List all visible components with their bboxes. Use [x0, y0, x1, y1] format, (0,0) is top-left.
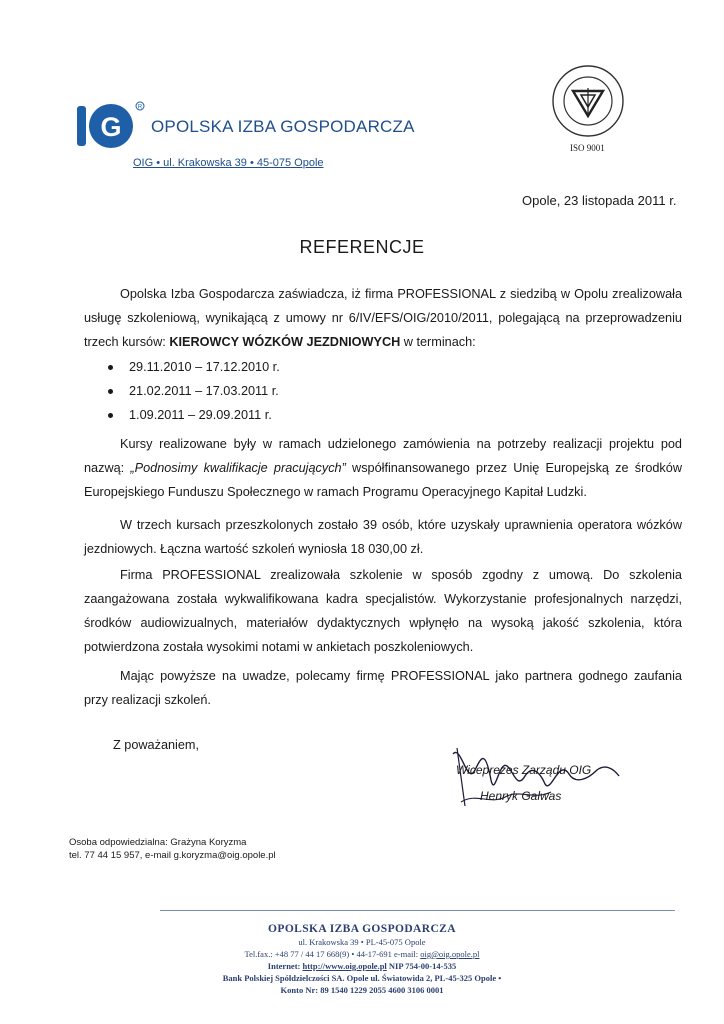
organization-address-link[interactable]: OIG • ul. Krakowska 39 • 45-075 Opole	[133, 157, 324, 169]
bullet-icon	[108, 389, 113, 394]
contact-person-details: tel. 77 44 15 957, e-mail g.koryzma@oig.opole.pl	[69, 850, 276, 861]
contact-person-name: Osoba odpowiedzialna: Grażyna Koryzma	[69, 837, 247, 848]
footer-phone-email: Tel.fax.: +48 77 / 44 17 668(9) • 44-17-691 e-mail: oig@oig.opole.pl	[244, 949, 480, 959]
list-item: 21.02.2011 – 17.03.2011 r.	[108, 379, 280, 403]
project-name: „Podnosimy kwalifikacje pracujących”	[130, 461, 346, 475]
bullet-icon	[108, 413, 113, 418]
list-item: 29.11.2010 – 17.12.2010 r.	[108, 355, 280, 379]
udt-cert-seal-icon	[551, 64, 625, 138]
footer-address: ul. Krakowska 39 • PL-45-075 Opole	[298, 937, 426, 947]
organization-name: OPOLSKA IZBA GOSPODARCZA	[151, 117, 415, 136]
contact-person	[69, 836, 276, 862]
footer-website-link[interactable]: http://www.oig.opole.pl	[302, 961, 387, 971]
paragraph-certification: Opolska Izba Gospodarcza zaświadcza, iż firma PROFESSIONAL z siedzibą w Opolu zrealizowała usługę szkoleniową, wynikającą z umowy nr 6/IV/EFS/OIG/2010/2011, polegającą na przeprowadzeniu trzech kursów: KIEROWCY WÓZKÓW JEZDNIOWYCH w terminach:	[84, 287, 682, 349]
svg-text:G: G	[100, 112, 122, 142]
footer-account: Konto Nr: 89 1540 1229 2055 4600 3106 0001	[280, 985, 444, 995]
paragraph-project: Kursy realizowane były w ramach udzielonego zamówienia na potrzeby realizacji projektu pod nazwą: „Podnosimy kwalifikacje pracujących” współfinansowanego przez Unię Europejską ze środków Europejskiego Funduszu Społecznego w ramach Programu Operacyjnego Kapitał Ludzki.	[84, 437, 682, 499]
letter-date: Opole, 23 listopada 2011 r.	[522, 193, 677, 208]
paragraph-quality: Firma PROFESSIONAL zrealizowała szkolenie w sposób zgodny z umową. Do szkolenia zaangażowana została wykwalifikowana kadra specjalistów. Wykorzystanie profesjonalnych narzędzi, środków audiowizualnych, materiałów dydaktycznych wpłynęło na wysoką jakość szkolenia, która potwierdzona została wysokimi notami w ankietach poszkoleniowych.	[84, 568, 682, 654]
signatory-role: Wiceprezes Zarządu OIG	[456, 763, 592, 777]
document-title: REFERENCJE	[299, 237, 425, 257]
letterhead-footer	[0, 922, 724, 996]
footer-bank: Bank Polskiej Spółdzielczości SA. Opole ul. Światowida 2, PL-45-325 Opole •	[222, 973, 502, 983]
iso-certification-label: ISO 9001	[570, 143, 605, 153]
bullet-icon	[108, 365, 113, 370]
oig-logo-icon	[77, 100, 147, 152]
course-name: KIEROWCY WÓZKÓW JEZDNIOWYCH	[169, 335, 401, 349]
course-terms-list	[108, 355, 280, 427]
paragraph-participants: W trzech kursach przeszkolonych zostało 39 osób, które uzyskały uprawnienia operatora wózków jezdniowych. Łączna wartość szkoleń wyniosła 18 030,00 zł.	[84, 518, 682, 556]
closing-salutation: Z poważaniem,	[113, 738, 200, 752]
signatory-name: Henryk Galwas	[480, 789, 562, 803]
footer-internet: Internet: http://www.oig.opole.pl NIP 754-00-14-535	[267, 961, 457, 971]
footer-email-link[interactable]: oig@oig.opole.pl	[420, 949, 480, 959]
list-item: 1.09.2011 – 29.09.2011 r.	[108, 403, 280, 427]
footer-divider	[160, 910, 675, 911]
svg-text:R: R	[137, 104, 143, 111]
paragraph-recommendation: Mając powyższe na uwadze, polecamy firmę PROFESSIONAL jako partnera godnego zaufania przy realizacji szkoleń.	[84, 669, 682, 707]
footer-org-name: OPOLSKA IZBA GOSPODARCZA	[268, 923, 456, 935]
